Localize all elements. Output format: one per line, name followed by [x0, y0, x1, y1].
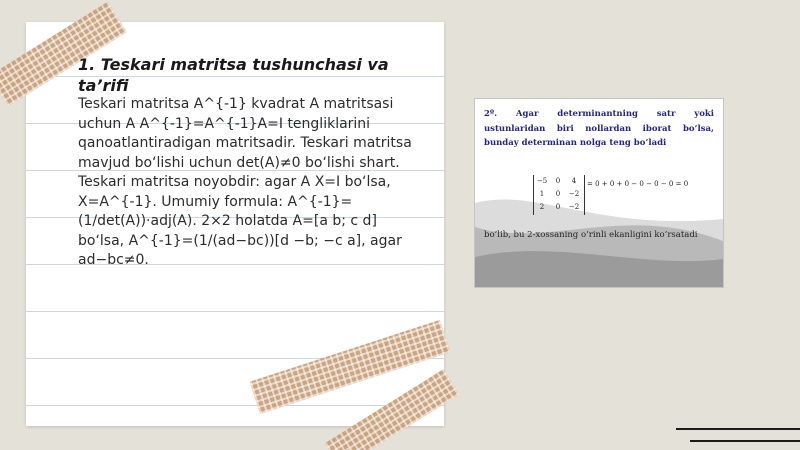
determinant-image	[474, 98, 724, 288]
slide-title: 1. Teskari matritsa tushunchasi va ta’rifi	[78, 55, 389, 95]
matrix-cell: −2	[568, 203, 580, 211]
slide-body-text: Teskari matritsa A^{-1} kvadrat A matritsasi uchun A A^{-1}=A^{-1}A=I tengliklarini qanoatlantiradigan matritsadir. Teskari matritsa mavjud bo‘lishi uchun det(A)≠0 bo‘lishi shart. Teskari matritsa noyobdir: agar A X=I bo‘lsa, X=A^{-1}. Umumiy formula: A^{-1}=(1/det(A))·adj(A). 2×2 holatda A=[a b; c d] bo‘lsa, A^{-1}=(1/(ad−bc))[d −b; −c a], agar ad−bc≠0.	[78, 96, 412, 268]
matrix-row	[534, 175, 584, 188]
determinant-matrix	[533, 175, 585, 215]
matrix-cell: 2	[539, 203, 545, 211]
matrix-cell: 0	[555, 203, 561, 211]
determinant-equation: = 0 + 0 + 0 − 0 − 0 − 0 = 0	[587, 180, 689, 188]
determinant-caption: bo’lib, bu 2-xossaning o’rinli ekanligini ko’rsatadi	[484, 230, 698, 240]
determinant-property-heading: 2º. Agar determinantning satr yoki ustunlaridan biri nollardan iborat bo’lsa, bunday determinan nolga teng bo’ladi	[484, 109, 714, 148]
decorative-line	[676, 428, 800, 430]
matrix-row	[534, 201, 584, 214]
matrix-cell: 0	[555, 190, 561, 198]
matrix-cell: −2	[568, 190, 580, 198]
matrix-row	[534, 188, 584, 201]
matrix-cell: 1	[539, 190, 545, 198]
matrix-cell: 0	[555, 177, 561, 185]
decorative-line	[690, 440, 800, 442]
matrix-cell: −5	[536, 177, 548, 185]
matrix-cell: 4	[571, 177, 577, 185]
